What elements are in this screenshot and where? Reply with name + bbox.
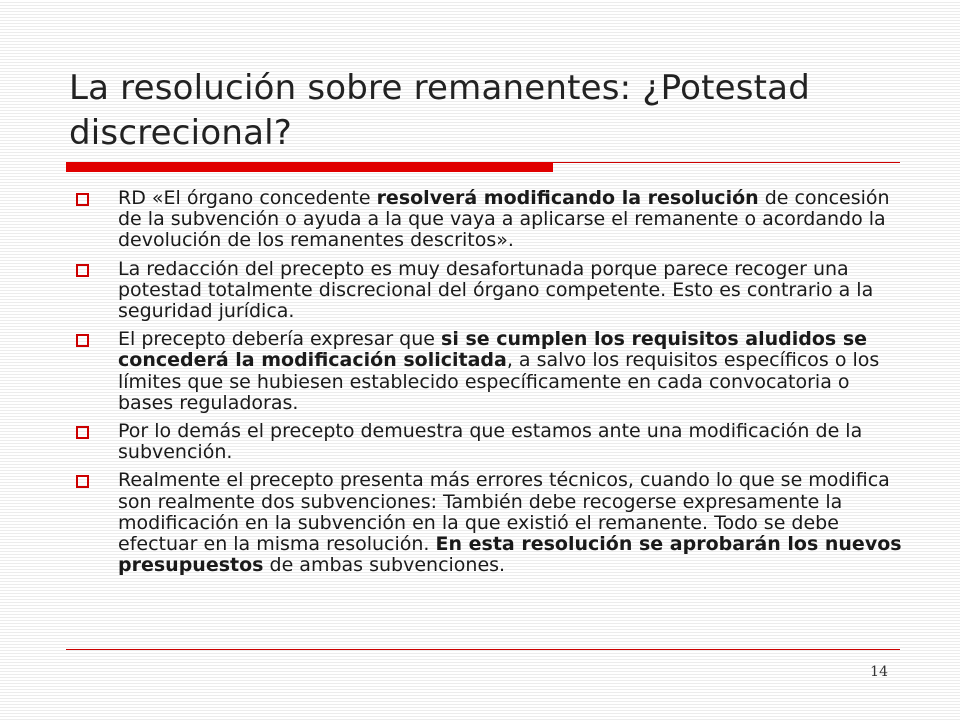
hollow-square-icon — [76, 334, 89, 347]
title-accent-bar — [66, 162, 553, 172]
page-number: 14 — [870, 664, 888, 680]
bullet-item-4 — [72, 421, 902, 463]
bullet-3-text: El precepto debería expresar que si se cumplen los requisitos aludidos se concederá la modificación solicitada, a salvo los requisitos específicos o los límites que se hubiesen establecido específicamente en cada convocatoria o bases reguladoras. — [118, 328, 880, 414]
slide-title: La resolución sobre remanentes: ¿Potestad discrecional? — [69, 68, 810, 153]
bullet-2-text: La redacción del precepto es muy desafortunada porque parece recoger una potestad totalmente discrecional del órgano competente. Esto es contrario a la seguridad jurídica. — [118, 257, 874, 323]
bullet-item-2 — [72, 259, 902, 323]
hollow-square-icon — [76, 426, 89, 439]
bullet-item-3 — [72, 329, 902, 414]
bullet-4-text: Por lo demás el precepto demuestra que estamos ante una modificación de la subvención. — [118, 420, 863, 464]
bullet-1-text: RD «El órgano concedente resolverá modificando la resolución de concesión de la subvención o ayuda a la que vaya a aplicarse el remanente o acordando la devolución de los remanentes descritos». — [118, 187, 890, 252]
bullet-item-5 — [72, 470, 902, 576]
footer-divider — [66, 649, 900, 650]
hollow-square-icon — [76, 193, 89, 206]
bullet-list — [72, 188, 902, 583]
hollow-square-icon — [76, 264, 89, 277]
bullet-item-1 — [72, 188, 902, 252]
hollow-square-icon — [76, 475, 89, 488]
bullet-5-text: Realmente el precepto presenta más errores técnicos, cuando lo que se modifica son realmente dos subvenciones: También debe recogerse expresamente la modificación en la subvención en la que existió el remanente. Todo se debe efectuar en la misma resolución. En esta resolución se aprobarán los nuevos presupuestos de ambas subvenciones. — [118, 469, 902, 577]
